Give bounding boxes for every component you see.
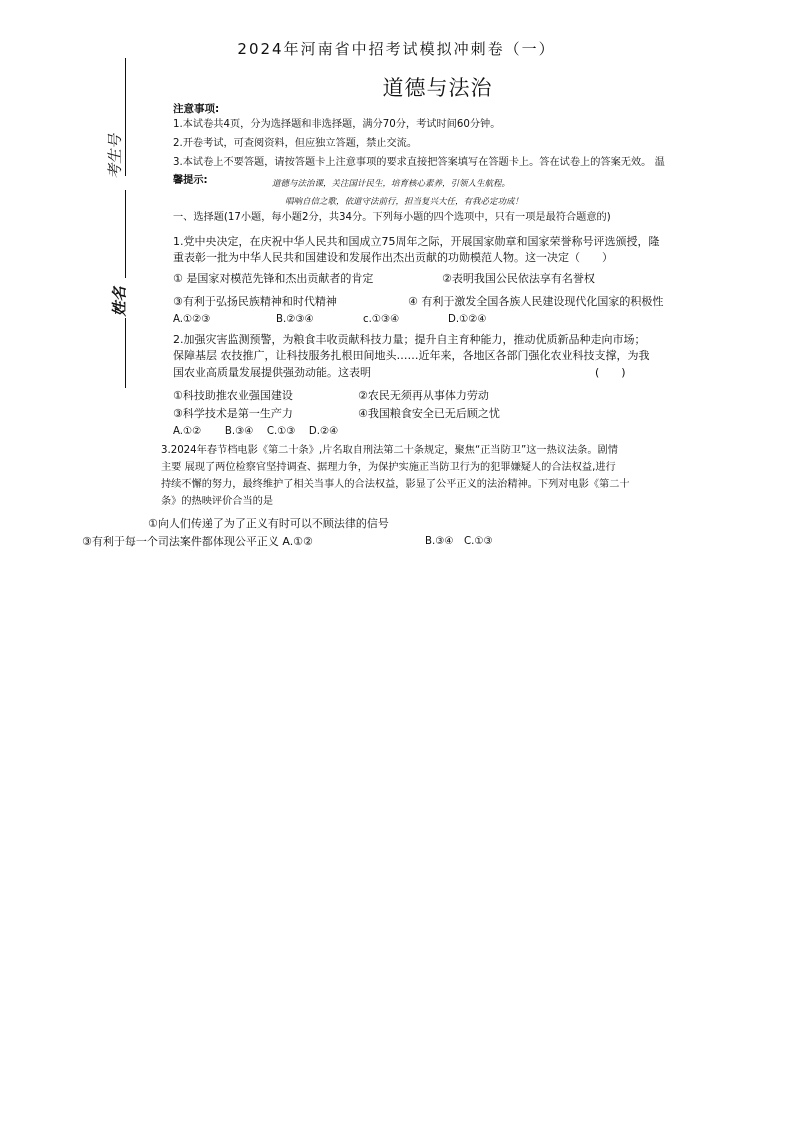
q2-option-2: ②农民无须再从事体力劳动 — [358, 389, 489, 402]
notice-item-1: 1.本试卷共4页，分为选择题和非选择题，满分70分，考试时间60分钟。 — [173, 119, 501, 130]
q3-choice-b: B.③④ — [425, 536, 454, 547]
q2-answer-paren: ( ) — [595, 366, 626, 379]
exam-number-label: 考生号 — [106, 133, 125, 180]
subject-title: 道德与法治 — [382, 76, 493, 100]
q1-option-1: ① 是国家对模范先锋和杰出贡献者的肯定 — [173, 272, 374, 285]
tip-label: 馨提示: — [173, 175, 208, 186]
q2-stem-line-1: 2.加强灾害监测预警，为粮食丰收贡献科技力量；提升自主育种能力，推动优质新品种走向市场； — [173, 333, 646, 346]
q3-option-3-and-choice-a: ③有利于每一个司法案件都体现公平正义 A.①② — [82, 535, 313, 548]
q3-choice-c: C.①③ — [464, 536, 493, 547]
notice-item-2: 2.开卷考试，可查阅资料，但应独立答题，禁止交流。 — [173, 138, 418, 149]
binding-line-middle — [125, 190, 126, 278]
q1-option-2: ②表明我国公民依法享有名誉权 — [442, 272, 595, 285]
exam-title: 2024年河南省中招考试模拟冲刺卷（一） — [237, 40, 556, 58]
q2-option-4: ④我国粮食安全已无后顾之忧 — [358, 407, 500, 420]
q2-option-1: ①科技助推农业强国建设 — [173, 389, 293, 402]
q1-choice-a: A.①②③ — [173, 314, 211, 325]
q1-stem-line-2: 重表彰一批为中华人民共和国建设和发展作出杰出贡献的功勋模范人物。这一决定（ ） — [173, 251, 613, 264]
q2-stem-line-2: 保障基层 农技推广，让科技服务扎根田间地头……近年来，各地区各部门强化农业科技支撑，为我 — [173, 349, 650, 362]
notice-heading: 注意事项: — [173, 103, 220, 115]
motto-line-2: 唱响自信之歌，依道守法前行，担当复兴大任，有我必定功成！ — [285, 197, 524, 207]
notice-item-3: 3.本试卷上不要答题，请按答题卡上注意事项的要求直接把答案填写在答题卡上。答在试卷上的答案无效。 温 — [173, 157, 665, 168]
q2-option-3: ③科学技术是第一生产力 — [173, 407, 293, 420]
q1-option-3: ③有利于弘扬民族精神和时代精神 — [173, 295, 337, 308]
q2-choices: A.①② B.③④ C.①③ D.②④ — [173, 426, 339, 437]
motto-line-1: 道德与法治课，关注国计民生，培育核心素养，引领人生航程。 — [272, 179, 511, 189]
q1-choice-c: c.①③④ — [363, 314, 400, 325]
q3-stem-line-3: 持续不懈的努力，最终维护了相关当事人的合法权益，影显了公平正义的法治精神。下列对电影《第二十 — [161, 479, 630, 490]
q1-choice-b: B.②③④ — [276, 314, 314, 325]
name-label: 姓名 — [110, 286, 129, 317]
q3-stem-line-2: 主要 展现了两位检察官坚持调查、据理力争，为保护实施正当防卫行为的犯罪嫌疑人的合法权益,进行 — [161, 462, 616, 473]
q2-stem-line-3: 国农业高质量发展提供强劲动能。这表明 — [173, 366, 371, 379]
binding-line-bottom — [125, 318, 126, 388]
q1-stem-line-1: 1.党中央决定，在庆祝中华人民共和国成立75周年之际，开展国家勋章和国家荣誉称号评选颁授，隆 — [173, 235, 660, 248]
q3-stem-line-1: 3.2024年春节档电影《第二十条》,片名取自刑法第二十条规定，聚焦“正当防卫”这一热议法条。剧情 — [161, 445, 618, 456]
q1-choice-d: D.①②④ — [448, 314, 487, 325]
q3-option-1: ①向人们传递了为了正义有时可以不顾法律的信号 — [148, 517, 389, 530]
binding-line-top — [125, 58, 126, 176]
section-1-heading: 一、选择题(17小题，每小题2分，共34分。下列每小题的四个选项中，只有一项是最符合题意的) — [173, 212, 611, 223]
q1-option-4: ④ 有利于激发全国各族人民建设现代化国家的积极性 — [408, 295, 664, 308]
q3-stem-line-4: 条》的热映评价合当的是 — [161, 496, 274, 507]
